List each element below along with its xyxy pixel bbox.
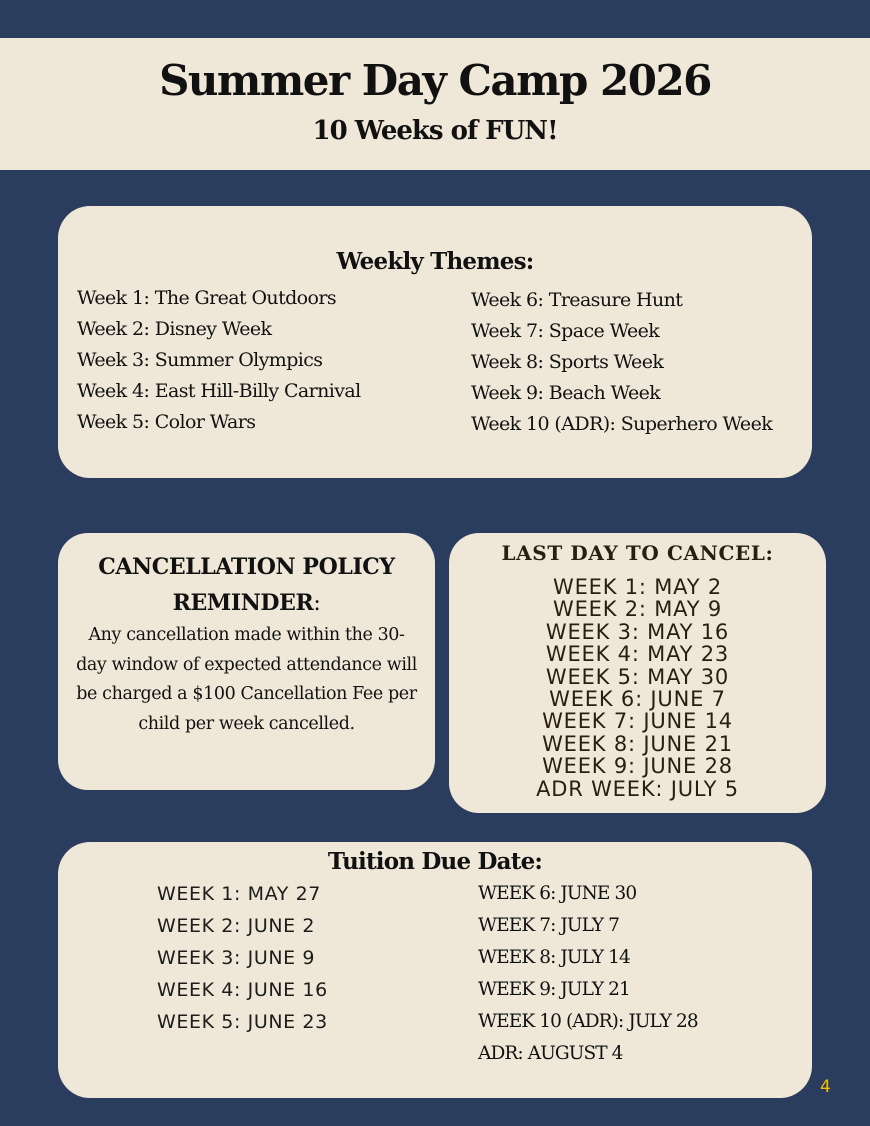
themes-right-list (471, 285, 772, 440)
tuition-due-date-card (58, 842, 812, 1098)
cancel-date-item: ADR WEEK: JULY 5 (536, 776, 739, 801)
cancel-date-item: WEEK 1: MAY 2 (553, 575, 722, 599)
tuition-left-list (157, 878, 328, 1038)
theme-item: Week 2: Disney Week (77, 318, 272, 340)
cancel-date-item: WEEK 6: JUNE 7 (549, 687, 726, 712)
header-banner (0, 38, 870, 170)
theme-item: Week 7: Space Week (471, 320, 660, 342)
theme-item: Week 5: Color Wars (77, 411, 256, 433)
tuition-date-item: WEEK 2: JUNE 2 (157, 915, 316, 937)
policy-title-text: CANCELLATION POLICY REMINDER (98, 554, 395, 616)
theme-item: Week 3: Summer Olympics (77, 349, 323, 371)
theme-item: Week 1: The Great Outdoors (77, 287, 336, 309)
tuition-date-item: WEEK 9: JULY 21 (478, 979, 630, 1000)
cancel-date-item: WEEK 3: MAY 16 (545, 619, 730, 644)
tuition-date-item: WEEK 8: JULY 14 (478, 947, 630, 968)
theme-item: Week 6: Treasure Hunt (471, 289, 683, 311)
weekly-themes-card (58, 206, 812, 478)
weekly-themes-title: Weekly Themes: (336, 248, 534, 275)
tuition-date-item: WEEK 10 (ADR): JULY 28 (478, 1011, 698, 1032)
tuition-date-item: ADR: AUGUST 4 (478, 1043, 623, 1064)
cancel-date-item: WEEK 2: MAY 9 (553, 597, 722, 622)
cancel-date-item: WEEK 4: MAY 23 (545, 642, 730, 667)
cancel-date-item: WEEK 5: MAY 30 (545, 664, 730, 689)
cancel-date-item: WEEK 9: JUNE 28 (542, 754, 733, 779)
tuition-date-item: WEEK 7: JULY 7 (478, 915, 619, 936)
cancel-date-item: WEEK 7: JUNE 14 (542, 709, 733, 734)
theme-item: Week 4: East Hill-Billy Carnival (77, 380, 361, 402)
last-day-to-cancel-card (449, 533, 826, 813)
cancellation-policy-card (58, 533, 435, 790)
theme-item: Week 10 (ADR): Superhero Week (471, 413, 773, 435)
cancellation-policy-title (58, 549, 435, 622)
tuition-due-date-title: Tuition Due Date: (327, 848, 543, 875)
page-title: Summer Day Camp 2026 (159, 56, 711, 105)
tuition-date-item: WEEK 5: JUNE 23 (157, 1011, 328, 1033)
tuition-right-list (478, 878, 698, 1070)
cancel-dates-list (449, 576, 826, 800)
last-day-to-cancel-title: LAST DAY TO CANCEL: (501, 541, 774, 565)
cancellation-policy-text: Any cancellation made within the 30-day window of expected attendance will be charged a $100 Cancellation Fee per child per week cancelled. (76, 625, 417, 735)
themes-left-list (77, 283, 361, 438)
tuition-date-item: WEEK 3: JUNE 9 (157, 947, 316, 969)
tuition-date-item: WEEK 4: JUNE 16 (157, 979, 328, 1001)
theme-item: Week 8: Sports Week (471, 351, 664, 373)
theme-item: Week 9: Beach Week (471, 382, 661, 404)
tuition-date-item: WEEK 1: MAY 27 (157, 883, 321, 905)
page-number: 4 (820, 1077, 831, 1097)
page-subtitle: 10 Weeks of FUN! (312, 116, 558, 146)
policy-title-colon: : (313, 591, 321, 616)
tuition-date-item: WEEK 6: JUNE 30 (478, 883, 637, 904)
cancel-date-item: WEEK 8: JUNE 21 (542, 731, 733, 756)
